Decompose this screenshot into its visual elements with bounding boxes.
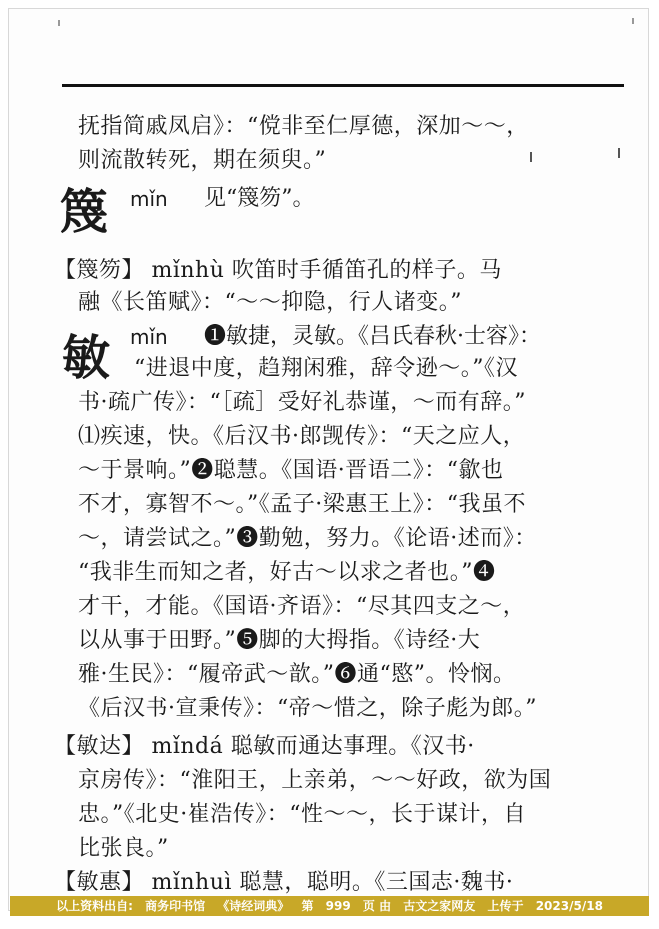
text-line: 《后汉书·宣秉传》：“帝～惜之，除子彪为郎。”	[78, 696, 537, 721]
text-line: 忠。”《北史·崔浩传》：“性～～，长于谋计，自	[78, 802, 526, 827]
text-line: 京房传》：“淮阳王，上亲弟，～～好政，欲为国	[78, 768, 552, 793]
text-line: 则流散转死，期在须臾。”	[78, 148, 327, 173]
text-line: 雅·生民》：“履帝武～歆。”❻通“愍”。怜悯。	[78, 662, 516, 687]
scan-mark	[632, 18, 634, 24]
footer-page-number: 999	[325, 899, 351, 913]
text-line: 【敏达】 mǐndá 聪敏而通达事理。《汉书·	[54, 734, 475, 759]
headword-char: 篾	[60, 184, 109, 240]
footer-publisher: 商务印书馆	[145, 899, 206, 913]
text-line: 书·疏广传》：“［疏］受好礼恭谨，～而有辞。”	[78, 390, 526, 415]
text-line: “我非生而知之者，好古～以求之者也。”❹	[78, 560, 496, 585]
scan-speck	[618, 148, 620, 158]
headword-pinyin: mǐn	[130, 187, 168, 211]
text-line: ～于景响。”❷聪慧。《国语·晋语二》：“歙也	[78, 458, 504, 483]
footer-book: 《诗经词典》	[217, 899, 290, 913]
footer-date: 2023/5/18	[535, 899, 603, 913]
text-line: 才干，才能。《国语·齐语》：“尽其四支之～，	[78, 594, 526, 619]
text-line: 比张良。”	[78, 836, 169, 861]
headword-definition: ❶敏捷，灵敏。《吕氏春秋·士容》：	[204, 324, 541, 349]
footer-uploader: 古文之家网友	[403, 899, 476, 913]
text-line: “进退中度，趋翔闲雅，辞令逊～。”《汉	[134, 356, 518, 381]
headword-pinyin: mǐn	[130, 325, 168, 349]
headword-definition: 见“篾笏”。	[204, 186, 315, 211]
text-line: 不才，寡智不～。”《孟子·梁惠王上》：“我虽不	[78, 492, 526, 517]
text-line: ～，请尝试之。”❸勤勉，努力。《论语·述而》：	[78, 526, 537, 551]
text-line: ⑴疾速，快。《后汉书·郎觊传》：“天之应人，	[78, 424, 526, 449]
scan-speck	[530, 152, 532, 162]
text-line: 以从事于田野。”❺脚的大拇指。《诗经·大	[78, 628, 481, 653]
footer-page-suffix: 页 由	[362, 899, 392, 913]
text-line: 【敏惠】 mǐnhuì 聪慧，聪明。《三国志·魏书·	[54, 870, 514, 895]
text-line: 抚指简戚凤启》：“傥非至仁厚德，深加～～，	[78, 114, 529, 139]
scan-mark	[58, 20, 60, 26]
text-line: 融《长笛赋》：“～～抑隐，行人诸变。”	[78, 290, 462, 315]
headword-char: 敏	[62, 330, 111, 386]
footer-page-prefix: 第	[301, 899, 314, 913]
footer-uploaded-on: 上传于	[487, 899, 524, 913]
header-rule	[62, 84, 624, 87]
source-footer	[10, 896, 649, 916]
footer-source-prefix: 以上资料出自:	[56, 899, 133, 913]
text-line: 【篾笏】 mǐnhù 吹笛时手循笛孔的样子。马	[54, 258, 502, 283]
